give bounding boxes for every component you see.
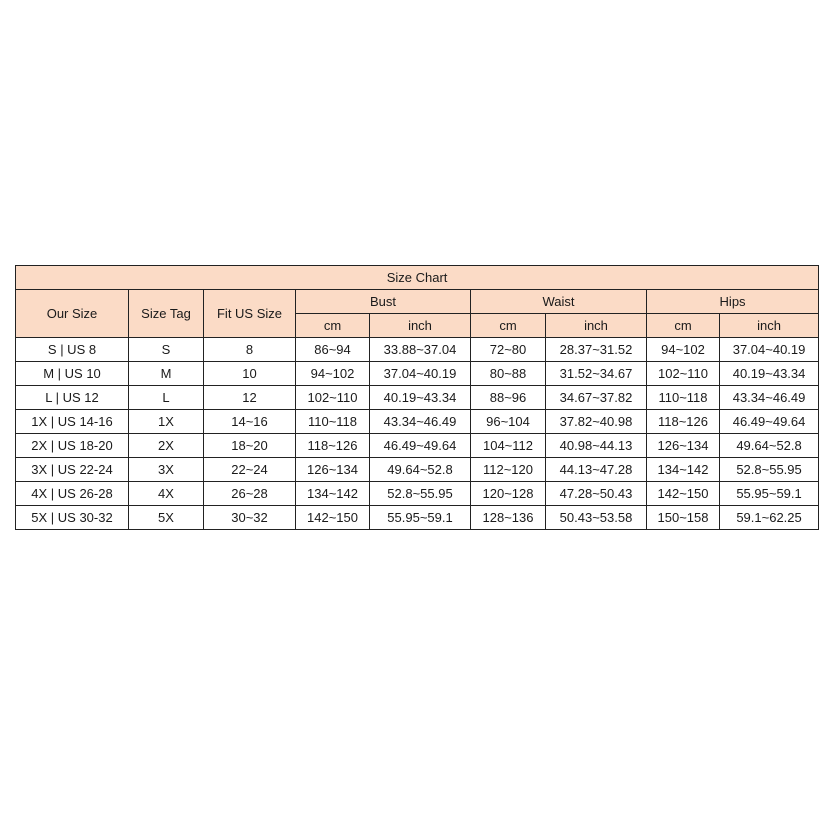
table-row xyxy=(16,362,819,386)
chart-title: Size Chart xyxy=(16,266,819,290)
cell-hips-inch: 55.95~59.1 xyxy=(720,482,819,506)
table-row xyxy=(16,506,819,530)
cell-size-tag: L xyxy=(129,386,204,410)
table-row xyxy=(16,410,819,434)
cell-waist-inch: 34.67~37.82 xyxy=(546,386,647,410)
header-hips-cm: cm xyxy=(647,314,720,338)
cell-waist-inch: 37.82~40.98 xyxy=(546,410,647,434)
cell-waist-inch: 40.98~44.13 xyxy=(546,434,647,458)
table-row xyxy=(16,434,819,458)
cell-waist-cm: 88~96 xyxy=(471,386,546,410)
header-bust-cm: cm xyxy=(296,314,370,338)
header-hips-inch: inch xyxy=(720,314,819,338)
cell-hips-cm: 142~150 xyxy=(647,482,720,506)
cell-bust-inch: 49.64~52.8 xyxy=(370,458,471,482)
cell-bust-cm: 102~110 xyxy=(296,386,370,410)
cell-hips-cm: 102~110 xyxy=(647,362,720,386)
cell-size-tag: 1X xyxy=(129,410,204,434)
cell-hips-cm: 150~158 xyxy=(647,506,720,530)
cell-size-tag: 4X xyxy=(129,482,204,506)
cell-bust-cm: 110~118 xyxy=(296,410,370,434)
cell-fit-us-size: 18~20 xyxy=(204,434,296,458)
cell-our-size: 5X | US 30-32 xyxy=(16,506,129,530)
cell-hips-inch: 40.19~43.34 xyxy=(720,362,819,386)
cell-bust-cm: 142~150 xyxy=(296,506,370,530)
cell-fit-us-size: 26~28 xyxy=(204,482,296,506)
cell-bust-inch: 43.34~46.49 xyxy=(370,410,471,434)
cell-waist-cm: 128~136 xyxy=(471,506,546,530)
cell-waist-inch: 50.43~53.58 xyxy=(546,506,647,530)
cell-size-tag: 3X xyxy=(129,458,204,482)
cell-hips-cm: 118~126 xyxy=(647,410,720,434)
cell-waist-cm: 80~88 xyxy=(471,362,546,386)
cell-our-size: L | US 12 xyxy=(16,386,129,410)
cell-hips-inch: 52.8~55.95 xyxy=(720,458,819,482)
cell-bust-inch: 40.19~43.34 xyxy=(370,386,471,410)
cell-hips-inch: 59.1~62.25 xyxy=(720,506,819,530)
table-row xyxy=(16,338,819,362)
cell-hips-inch: 46.49~49.64 xyxy=(720,410,819,434)
title-row xyxy=(16,266,819,290)
cell-fit-us-size: 14~16 xyxy=(204,410,296,434)
cell-our-size: S | US 8 xyxy=(16,338,129,362)
header-hips: Hips xyxy=(647,290,819,314)
cell-waist-inch: 31.52~34.67 xyxy=(546,362,647,386)
header-waist: Waist xyxy=(471,290,647,314)
cell-waist-cm: 120~128 xyxy=(471,482,546,506)
cell-hips-inch: 43.34~46.49 xyxy=(720,386,819,410)
cell-waist-cm: 72~80 xyxy=(471,338,546,362)
cell-bust-cm: 126~134 xyxy=(296,458,370,482)
header-row-groups xyxy=(16,290,819,314)
cell-fit-us-size: 12 xyxy=(204,386,296,410)
cell-hips-inch: 37.04~40.19 xyxy=(720,338,819,362)
header-bust-inch: inch xyxy=(370,314,471,338)
header-our-size: Our Size xyxy=(16,290,129,338)
cell-bust-cm: 86~94 xyxy=(296,338,370,362)
header-waist-inch: inch xyxy=(546,314,647,338)
cell-hips-cm: 110~118 xyxy=(647,386,720,410)
cell-waist-inch: 28.37~31.52 xyxy=(546,338,647,362)
cell-waist-cm: 104~112 xyxy=(471,434,546,458)
cell-bust-inch: 55.95~59.1 xyxy=(370,506,471,530)
cell-bust-cm: 118~126 xyxy=(296,434,370,458)
cell-bust-inch: 52.8~55.95 xyxy=(370,482,471,506)
size-chart-table xyxy=(15,265,819,530)
cell-bust-cm: 94~102 xyxy=(296,362,370,386)
cell-hips-cm: 126~134 xyxy=(647,434,720,458)
cell-waist-cm: 96~104 xyxy=(471,410,546,434)
cell-fit-us-size: 30~32 xyxy=(204,506,296,530)
cell-hips-inch: 49.64~52.8 xyxy=(720,434,819,458)
cell-bust-inch: 46.49~49.64 xyxy=(370,434,471,458)
cell-our-size: 3X | US 22-24 xyxy=(16,458,129,482)
header-waist-cm: cm xyxy=(471,314,546,338)
cell-bust-inch: 37.04~40.19 xyxy=(370,362,471,386)
cell-fit-us-size: 22~24 xyxy=(204,458,296,482)
cell-waist-cm: 112~120 xyxy=(471,458,546,482)
cell-fit-us-size: 8 xyxy=(204,338,296,362)
cell-our-size: 4X | US 26-28 xyxy=(16,482,129,506)
header-size-tag: Size Tag xyxy=(129,290,204,338)
cell-waist-inch: 47.28~50.43 xyxy=(546,482,647,506)
table-row xyxy=(16,482,819,506)
table-row xyxy=(16,386,819,410)
cell-size-tag: S xyxy=(129,338,204,362)
cell-size-tag: 2X xyxy=(129,434,204,458)
cell-fit-us-size: 10 xyxy=(204,362,296,386)
cell-bust-cm: 134~142 xyxy=(296,482,370,506)
cell-size-tag: 5X xyxy=(129,506,204,530)
cell-waist-inch: 44.13~47.28 xyxy=(546,458,647,482)
cell-bust-inch: 33.88~37.04 xyxy=(370,338,471,362)
cell-our-size: M | US 10 xyxy=(16,362,129,386)
table-row xyxy=(16,458,819,482)
header-bust: Bust xyxy=(296,290,471,314)
cell-our-size: 2X | US 18-20 xyxy=(16,434,129,458)
cell-hips-cm: 134~142 xyxy=(647,458,720,482)
cell-hips-cm: 94~102 xyxy=(647,338,720,362)
cell-our-size: 1X | US 14-16 xyxy=(16,410,129,434)
cell-size-tag: M xyxy=(129,362,204,386)
header-fit-us-size: Fit US Size xyxy=(204,290,296,338)
